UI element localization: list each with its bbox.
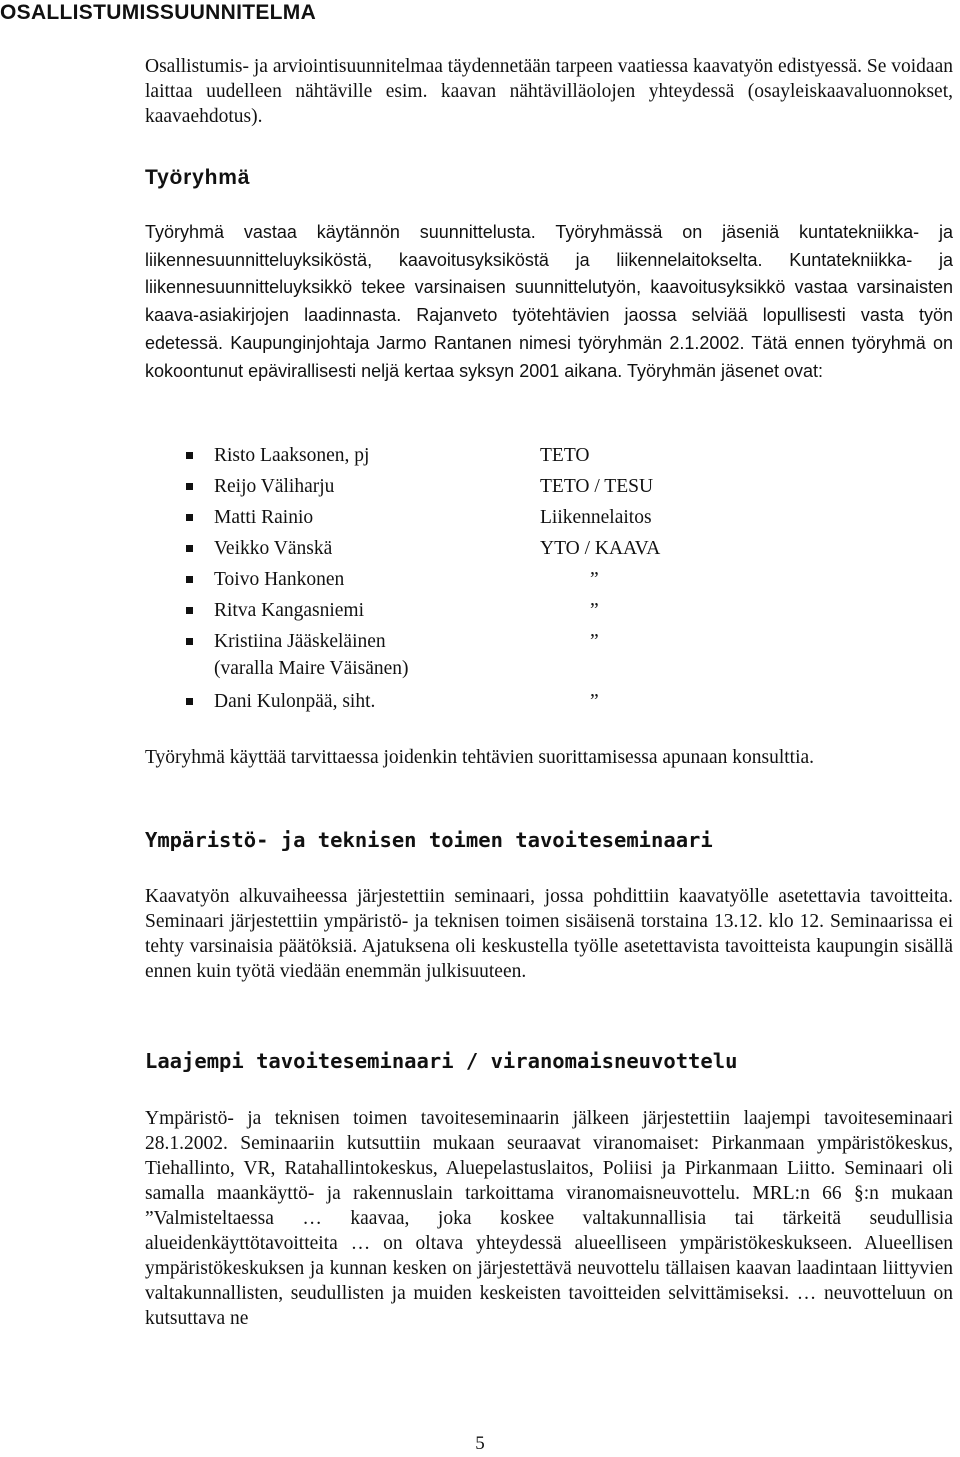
square-bullet-icon xyxy=(186,545,193,552)
member-name: Toivo Hankonen xyxy=(214,569,345,590)
seminaari-paragraph: Kaavatyön alkuvaiheessa järjestettiin seminaari, jossa pohdittiin kaavatyölle asetettavia tavoitteita. Seminaari järjestettiin ympäristö- ja teknisen toimen sisäisenä torstaina 13.12. klo 12. Seminaarissa ei tehty varsinaisia päätöksiä. Ajatuksena oli keskustella työlle asetettavista tavoitteista kaupungin sisällä ennen kuin työtä viedään enemmän julkisuuteen. xyxy=(145,886,953,982)
member-org: YTO / KAAVA xyxy=(540,538,661,559)
laajempi-paragraph: Ympäristö- ja teknisen toimen tavoiteseminaarin jälkeen järjestettiin laajempi tavoiteseminaari 28.1.2002. Seminaariin kutsuttiin mukaan seuraavat viranomaiset: Pirkanmaan ympäristökeskus, Tiehallinto, VR, Ratahallintokeskus, Aluepelastuslaitos, Poliisi ja Pirkanmaan Liitto. Seminaari oli samalla maankäyttö- ja rakennuslain tarkoittama viranomaisneuvottelu. MRL:n 66 §:n mukaan ”Valmisteltaessa … kaavaa, joka koskee valtakunnallisia tai tärkeitä seudullisia alueidenkäyttötavoitteita … on oltava yhteydessä alueelliseen ympäristökeskukseen. Alueellisen ympäristökeskuksen ja kunnan kesken on järjestettävä neuvottelu tällaisen kaavan laadintaan liittyvien valtakunnallisten, seudullisten ja muiden keskeisten tavoitteiden selvittämiseksi. … neuvotteluun on kutsuttava ne xyxy=(145,1108,953,1329)
square-bullet-icon xyxy=(186,576,193,583)
square-bullet-icon xyxy=(186,607,193,614)
list-item xyxy=(0,686,960,717)
member-name: Risto Laaksonen, pj xyxy=(214,445,370,466)
member-org: Liikennelaitos xyxy=(540,507,652,528)
section-heading-laajempi: Laajempi tavoiteseminaari / viranomaisneuvottelu xyxy=(145,1049,738,1073)
tyoryhma-closing-paragraph: Työryhmä käyttää tarvittaessa joidenkin tehtävien suorittamisessa apunaan konsulttia. xyxy=(145,747,815,768)
list-item xyxy=(0,564,960,595)
square-bullet-icon xyxy=(186,514,193,521)
ditto-mark: ” xyxy=(590,691,599,712)
list-item xyxy=(0,595,960,626)
member-name: Dani Kulonpää, siht. xyxy=(214,691,376,712)
document-header-title: OSALLISTUMISSUUNNITELMA xyxy=(0,1,317,24)
ditto-mark: ” xyxy=(590,569,599,590)
member-note: (varalla Maire Väisänen) xyxy=(214,658,409,679)
list-item xyxy=(0,626,960,679)
section-heading-tyoryhma: Työryhmä xyxy=(145,166,251,189)
member-name: Veikko Vänskä xyxy=(214,538,333,559)
list-item xyxy=(0,440,960,471)
ditto-mark: ” xyxy=(590,631,599,652)
square-bullet-icon xyxy=(186,638,193,645)
intro-paragraph: Osallistumis- ja arviointisuunnitelmaa täydennetään tarpeen vaatiessa kaavatyön edistyessä. Se voidaan laittaa uudelleen nähtäville esim. kaavan nähtävilläolojen yhteydessä (osayleiskaavaluonnokset, kaavaehdotus). xyxy=(145,56,953,127)
ditto-mark: ” xyxy=(590,600,599,621)
square-bullet-icon xyxy=(186,698,193,705)
tyoryhma-paragraph: Työryhmä vastaa käytännön suunnittelusta. Työryhmässä on jäseniä kuntatekniikka- ja liikennesuunnitteluyksiköstä, kaavoitusyksiköstä ja liikennelaitokselta. Kuntatekniikka- ja liikennesuunnitteluyksikkö tekee varsinaisen suunnittelutyön, kaavoitusyksikkö vastaa varsinaisten kaava-asiakirjojen laadinnasta. Rajanveto työtehtävien jaossa selviää lopullisesti vasta työn edetessä. Kaupunginjohtaja Jarmo Rantanen nimesi työryhmän 2.1.2002. Tätä ennen työryhmä on kokoontunut epävirallisesti neljä kertaa syksyn 2001 aikana. Työryhmän jäsenet ovat: xyxy=(145,222,953,381)
page-number: 5 xyxy=(475,1433,485,1454)
list-item xyxy=(0,502,960,533)
section-heading-seminaari: Ympäristö- ja teknisen toimen tavoiteseminaari xyxy=(145,828,713,852)
member-org: TETO / TESU xyxy=(540,476,654,497)
member-name: Matti Rainio xyxy=(214,507,314,528)
member-name: Reijo Väliharju xyxy=(214,476,335,497)
list-item xyxy=(0,471,960,502)
square-bullet-icon xyxy=(186,452,193,459)
list-item xyxy=(0,533,960,564)
square-bullet-icon xyxy=(186,483,193,490)
member-org: TETO xyxy=(540,445,590,466)
member-name: Ritva Kangasniemi xyxy=(214,600,365,621)
member-name: Kristiina Jääskeläinen xyxy=(214,631,386,652)
